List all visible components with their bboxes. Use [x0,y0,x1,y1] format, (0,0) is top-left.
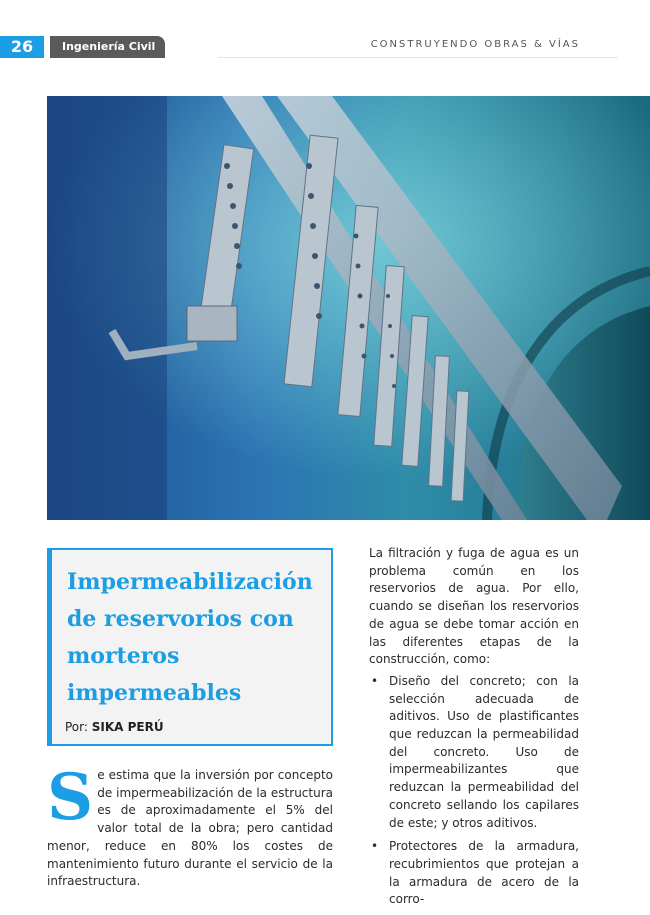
bullet-icon: • [371,673,379,688]
byline [65,720,164,734]
bullet-list [369,673,579,909]
reservoir-ladder-photo [47,96,650,520]
byline-prefix: Por: [65,720,88,734]
list-item [369,838,579,909]
header-divider [218,57,618,58]
body-paragraph: La filtración y fuga de agua es un problema común en los reservorios de agua. Por ello, cuando se diseñan los reservorios de agua se debe tomar acción en las diferentes etapas de la construcción, como: [369,546,579,667]
list-item-text: Protectores de la armadura, recubrimientos que protejan a la armadura de acero de la corro- [389,839,579,907]
list-item-text: Diseño del concreto; con la selección adecuada de aditivos. Uso de plastificantes que reduzcan la permeabilidad del concreto. Uso de impermeabilizantes que reduzcan la permeabilidad del concreto sellando los capilares de este; y otros aditivos. [389,673,579,830]
left-column [47,760,333,891]
page-number: 26 [0,36,44,58]
right-column [369,545,579,915]
section-tab: Ingeniería Civil [50,36,165,58]
drop-cap: S [47,760,94,835]
list-item [369,673,579,832]
title-accent-bar [47,550,52,744]
magazine-title: CONSTRUYENDO OBRAS & VÍAS [370,39,580,50]
article-photo [47,96,650,520]
bullet-icon: • [371,839,379,854]
byline-author: SIKA PERÚ [91,720,164,734]
intro-paragraph: e estima que la inversión por concepto de impermeabilización de la estructura es de aproximadamente el 5% del valor total de la obra; pero cantidad menor, reduce en 80% los costes de mantenimiento futuro durante el servicio de la infraestructura. [47,768,333,889]
article-title: Impermeabilización de reservorios con morteros impermeables [67,569,313,706]
article-title-box [47,548,333,746]
